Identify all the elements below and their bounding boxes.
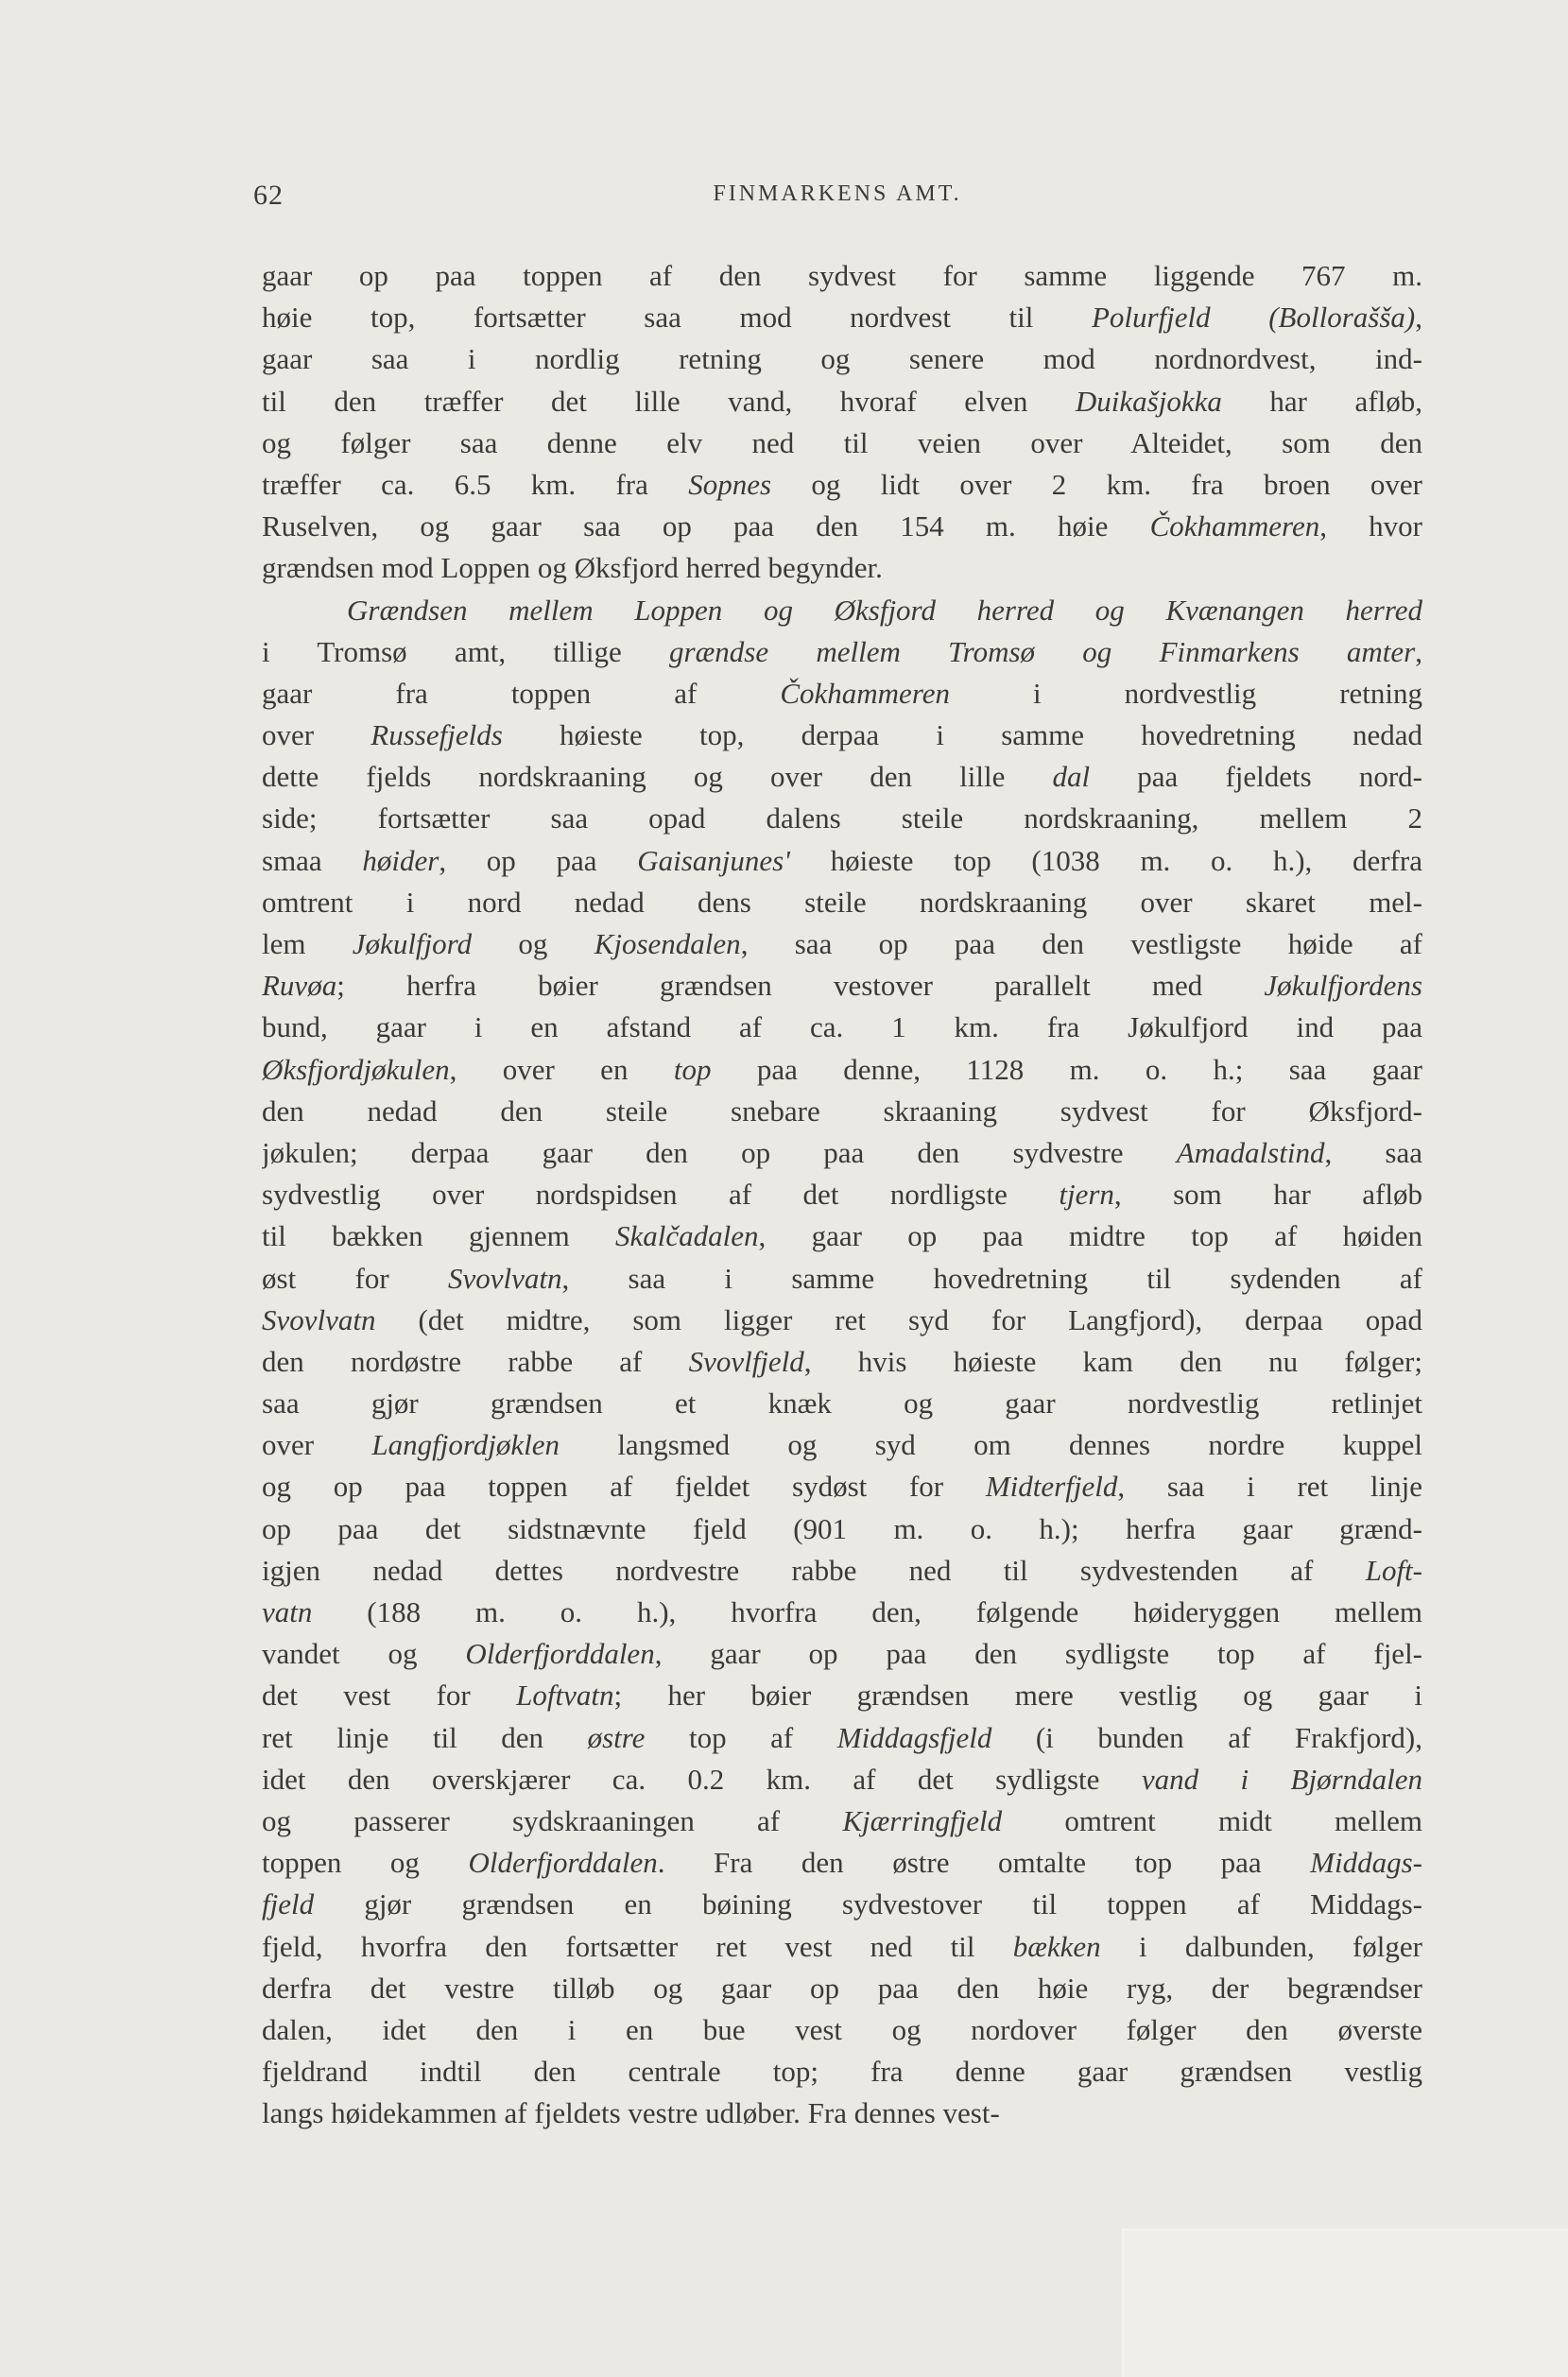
text-line: [262, 1300, 1422, 1341]
italic-text: Svovlfjeld: [688, 1344, 804, 1378]
text-segment: i Tromsø amt, tillige: [262, 634, 670, 668]
text-segment: til den træffer det lille vand, hvoraf elven: [262, 384, 1076, 418]
text-line: [262, 422, 1422, 464]
text-segment: fjeldrand indtil den centrale top; fra denne gaar grændsen vestlig: [262, 2055, 1422, 2089]
text-segment: den nedad den steile snebare skraaning sydvest for Øksfjord-: [262, 1094, 1422, 1128]
text-line: [262, 1091, 1422, 1132]
text-segment: langs høidekammen af fjeldets vestre udløber. Fra dennes vest-: [262, 2096, 1000, 2130]
text-segment: den nordøstre rabbe af: [262, 1344, 689, 1378]
text-line: [262, 1174, 1422, 1215]
italic-text: høider: [362, 843, 439, 877]
text-segment: , saa i ret linje: [1117, 1470, 1422, 1504]
italic-text: Olderfjorddalen: [468, 1846, 658, 1880]
text-segment: ,: [1415, 634, 1422, 668]
text-segment: , saa i samme hovedretning til sydenden af: [561, 1261, 1422, 1295]
text-segment: lem: [262, 927, 353, 960]
text-segment: grændsen mod Loppen og Øksfjord herred begynder.: [262, 551, 883, 585]
text-line: [262, 2093, 1422, 2134]
text-segment: gaar saa i nordlig retning og senere mod nordnordvest, ind-: [262, 342, 1422, 376]
text-line: [262, 1341, 1422, 1383]
text-line: [262, 673, 1422, 715]
text-segment: dette fjelds nordskraaning og over den lille: [262, 760, 1053, 794]
text-segment: og passerer sydskraaningen af: [262, 1803, 843, 1837]
italic-text: Svovlvatn: [262, 1302, 376, 1336]
text-line: [262, 1007, 1422, 1048]
text-segment: jøkulen; derpaa gaar den op paa den sydvestre: [262, 1135, 1177, 1169]
paragraph: [262, 590, 1422, 2135]
text-line: [262, 1132, 1422, 1174]
text-line: [262, 1926, 1422, 1968]
text-segment: gaar op paa toppen af den sydvest for samme liggende 767 m.: [262, 259, 1422, 292]
italic-text: tjern: [1059, 1178, 1114, 1212]
italic-text: Olderfjorddalen: [465, 1637, 655, 1671]
text-segment: og lidt over 2 km. fra broen over: [771, 467, 1422, 501]
text-line: [262, 506, 1422, 547]
text-line: [262, 547, 1422, 589]
italic-text: Gaisanjunes': [637, 843, 790, 877]
running-title: FINMARKENS AMT.: [713, 181, 962, 206]
italic-text: Middagsfjeld: [836, 1720, 992, 1754]
text-line: [262, 1717, 1422, 1759]
italic-text: Čokhammeren: [780, 676, 950, 710]
text-line: [262, 923, 1422, 965]
italic-text: østre: [587, 1720, 646, 1754]
italic-text: Skalčadalen: [615, 1219, 759, 1253]
text-segment: ,: [1415, 301, 1422, 335]
text-line: [262, 1508, 1422, 1550]
text-segment: , gaar op paa den sydligste top af fjel-: [654, 1637, 1422, 1671]
text-segment: høieste top (1038 m. o. h.), derfra: [789, 843, 1422, 877]
text-segment: og op paa toppen af fjeldet sydøst for: [262, 1470, 986, 1504]
italic-text: Langfjordjøklen: [371, 1428, 560, 1462]
text-segment: omtrent i nord nedad dens steile nordskraaning over skaret mel-: [262, 885, 1422, 919]
italic-text: Jøkulfjordens: [1264, 969, 1422, 1003]
italic-text: Loftvatn: [516, 1679, 614, 1713]
text-line: [262, 1049, 1422, 1091]
text-line: [262, 255, 1422, 297]
text-segment: top af: [645, 1720, 837, 1754]
italic-text: Amadalstind: [1176, 1135, 1325, 1169]
text-segment: og: [472, 927, 594, 960]
text-segment: vandet og: [262, 1637, 466, 1671]
text-segment: , op paa: [439, 843, 638, 877]
text-line: [262, 1258, 1422, 1300]
italic-text: top: [673, 1052, 712, 1086]
page-corner-shadow: [1122, 2229, 1568, 2377]
text-segment: langsmed og syd om dennes nordre kuppel: [560, 1428, 1422, 1462]
text-segment: gaar fra toppen af: [262, 676, 781, 710]
italic-text: Russefjelds: [370, 718, 503, 752]
italic-text: Øksfjordjøkulen: [262, 1052, 450, 1086]
italic-text: Ruvøa: [262, 969, 337, 1003]
text-segment: over: [262, 1428, 372, 1462]
text-line: [262, 1424, 1422, 1466]
text-segment: , som har afløb: [1113, 1178, 1422, 1212]
text-segment: det vest for: [262, 1679, 517, 1713]
text-line: [262, 1884, 1422, 1925]
italic-text: fjeld: [262, 1887, 315, 1921]
text-line: [262, 840, 1422, 882]
text-segment: (det midtre, som ligger ret syd for Langfjord), derpaa opad: [375, 1302, 1422, 1336]
text-line: [262, 1633, 1422, 1675]
text-segment: idet den overskjærer ca. 0.2 km. af det sydligste: [262, 1762, 1142, 1796]
italic-text: Midterfjeld: [985, 1470, 1118, 1504]
text-segment: , hvis høieste kam den nu følger;: [803, 1344, 1422, 1378]
text-segment: høie top, fortsætter saa mod nordvest til: [262, 301, 1092, 335]
text-segment: ; herfra bøier grændsen vestover parallelt med: [336, 969, 1265, 1003]
text-segment: bund, gaar i en afstand af ca. 1 km. fra Jøkulfjord ind paa: [262, 1010, 1422, 1044]
text-segment: ; her bøier grændsen mere vestlig og gaar i: [613, 1679, 1422, 1713]
italic-text: vand i Bjørndalen: [1141, 1762, 1422, 1796]
page-header: [253, 180, 1422, 217]
text-segment: gjør grændsen en bøining sydvestover til toppen af Middags-: [314, 1887, 1422, 1921]
text-segment: over: [262, 718, 371, 752]
text-line: [262, 1675, 1422, 1716]
text-line: [262, 756, 1422, 798]
text-segment: , over en: [449, 1052, 674, 1086]
text-line: [262, 965, 1422, 1007]
italic-text: Kjærringfjeld: [842, 1803, 1003, 1837]
text-line: [262, 798, 1422, 839]
text-segment: saa gjør grændsen et knæk og gaar nordvestlig retlinjet: [262, 1387, 1422, 1421]
text-line: [262, 464, 1422, 506]
text-line: [262, 1383, 1422, 1424]
italic-text: bækken: [1012, 1929, 1101, 1963]
text-segment: derfra det vestre tilløb og gaar op paa den høie ryg, der begrændser: [262, 1971, 1422, 2005]
text-segment: igjen nedad dettes nordvestre rabbe ned til sydvestenden af: [262, 1553, 1366, 1587]
body-text: [262, 255, 1422, 2134]
text-line: [262, 2051, 1422, 2093]
text-segment: paa fjeldets nord-: [1090, 760, 1422, 794]
italic-text: Polurfjeld (Bollorašša): [1091, 301, 1416, 335]
text-line: [262, 882, 1422, 923]
text-segment: træffer ca. 6.5 km. fra: [262, 467, 689, 501]
text-segment: toppen og: [262, 1846, 469, 1880]
italic-text: vatn: [262, 1595, 313, 1628]
text-segment: op paa det sidstnævnte fjeld (901 m. o. h.); herfra gaar grænd-: [262, 1511, 1422, 1545]
text-line: [262, 1466, 1422, 1507]
text-line: [262, 1800, 1422, 1842]
text-line: [262, 338, 1422, 380]
text-segment: , saa op paa den vestligste høide af: [740, 927, 1422, 960]
text-segment: sydvestlig over nordspidsen af det nordligste: [262, 1178, 1060, 1212]
text-segment: øst for: [262, 1261, 448, 1295]
text-segment: dalen, idet den i en bue vest og nordover følger den øverste: [262, 2012, 1422, 2046]
text-segment: høieste top, derpaa i samme hovedretning nedad: [502, 718, 1422, 752]
italic-text: Loft-: [1365, 1553, 1422, 1587]
italic-text: Grændsen mellem Loppen og Øksfjord herred og Kvænangen herred: [347, 593, 1422, 627]
italic-text: Duikašjokka: [1075, 384, 1222, 418]
italic-text: Kjosendalen: [594, 927, 741, 960]
text-segment: omtrent midt mellem: [1002, 1803, 1422, 1837]
page-number: 62: [253, 180, 284, 211]
text-line: [262, 381, 1422, 422]
text-segment: (188 m. o. h.), hvorfra den, følgende høideryggen mellem: [312, 1595, 1422, 1628]
text-segment: side; fortsætter saa opad dalens steile nordskraaning, mellem 2: [262, 801, 1422, 835]
italic-text: grændse mellem Tromsø og Finmarkens amter: [669, 634, 1416, 668]
text-segment: , saa: [1324, 1135, 1422, 1169]
text-line: [262, 590, 1422, 631]
italic-text: Čokhammeren: [1149, 509, 1320, 543]
text-segment: og følger saa denne elv ned til veien over Alteidet, som den: [262, 425, 1422, 459]
text-segment: fjeld, hvorfra den fortsætter ret vest ned til: [262, 1929, 1013, 1963]
text-line: [262, 1842, 1422, 1884]
text-segment: smaa: [262, 843, 363, 877]
text-segment: til bækken gjennem: [262, 1219, 616, 1253]
text-line: [262, 715, 1422, 756]
paragraph: [262, 255, 1422, 590]
text-segment: har afløb,: [1221, 384, 1422, 418]
text-line: [262, 631, 1422, 673]
italic-text: Svovlvatn: [447, 1261, 562, 1295]
text-segment: paa denne, 1128 m. o. h.; saa gaar: [711, 1052, 1422, 1086]
italic-text: Jøkulfjord: [352, 927, 473, 960]
text-segment: i dalbunden, følger: [1100, 1929, 1422, 1963]
italic-text: dal: [1052, 760, 1091, 794]
text-line: [262, 1215, 1422, 1257]
text-line: [262, 1592, 1422, 1633]
text-segment: (i bunden af Frakfjord),: [991, 1720, 1422, 1754]
text-segment: , gaar op paa midtre top af høiden: [758, 1219, 1422, 1253]
text-line: [262, 1968, 1422, 2009]
italic-text: Middags-: [1310, 1846, 1422, 1880]
text-line: [262, 1550, 1422, 1592]
text-segment: i nordvestlig retning: [950, 676, 1422, 710]
text-segment: . Fra den østre omtalte top paa: [657, 1846, 1311, 1880]
italic-text: Sopnes: [688, 467, 772, 501]
text-line: [262, 1759, 1422, 1800]
text-segment: Ruselven, og gaar saa op paa den 154 m. høie: [262, 509, 1150, 543]
text-segment: , hvor: [1319, 509, 1422, 543]
text-line: [262, 2009, 1422, 2051]
text-segment: ret linje til den: [262, 1720, 588, 1754]
text-line: [262, 297, 1422, 338]
